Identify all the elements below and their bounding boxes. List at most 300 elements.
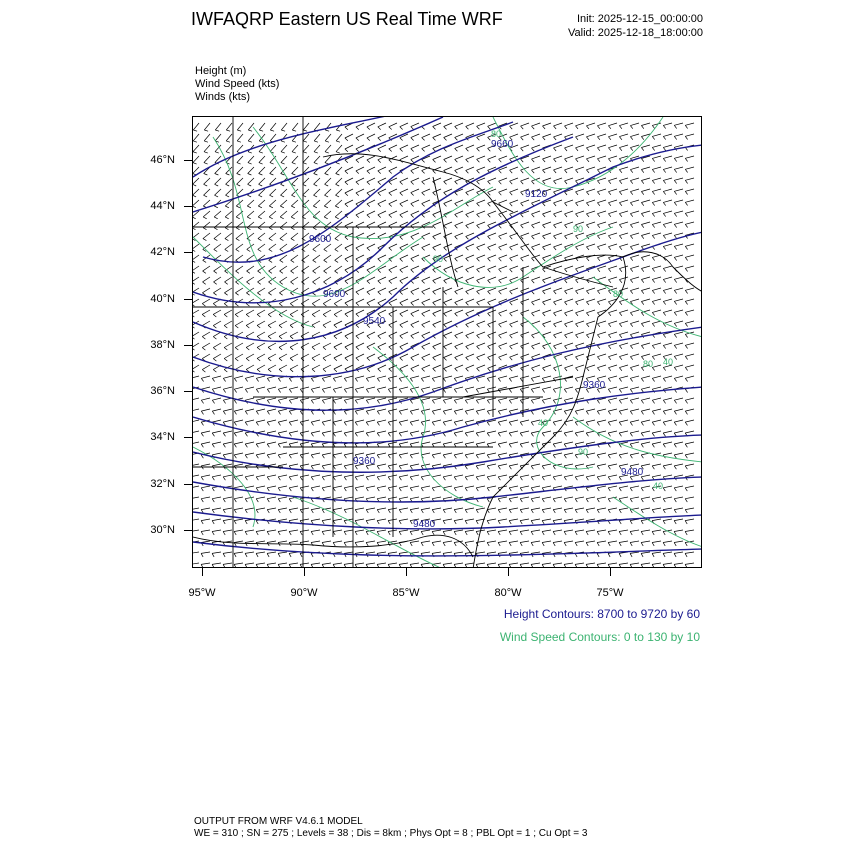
wind-barb bbox=[542, 508, 551, 513]
wind-barb bbox=[257, 354, 265, 361]
wind-barb bbox=[520, 387, 529, 393]
wind-barb bbox=[324, 200, 331, 208]
wind-barb bbox=[213, 321, 221, 328]
wind-barb bbox=[586, 167, 595, 173]
wind-barb bbox=[300, 486, 309, 491]
wind-barb bbox=[542, 497, 551, 502]
wind-barb bbox=[674, 508, 683, 513]
wind-barb bbox=[193, 310, 199, 317]
wind-barb bbox=[212, 552, 221, 557]
wind-barb bbox=[256, 420, 265, 425]
wind-barb bbox=[334, 310, 342, 317]
wind-barb bbox=[597, 563, 606, 568]
wind-barb bbox=[356, 332, 364, 339]
wind-barb bbox=[630, 343, 639, 349]
wind-barb bbox=[237, 156, 243, 164]
wind-barb bbox=[201, 431, 210, 436]
wind-barb bbox=[542, 563, 551, 568]
wind-barb bbox=[509, 541, 518, 546]
wind-barb bbox=[225, 233, 232, 241]
wind-barb bbox=[531, 563, 540, 568]
wind-barb bbox=[267, 409, 276, 414]
wind-barb bbox=[619, 277, 628, 283]
wind-barb bbox=[652, 156, 661, 162]
wind-barb bbox=[377, 431, 386, 436]
wind-barb bbox=[291, 277, 299, 284]
wind-barb bbox=[652, 266, 661, 272]
wind-barb bbox=[565, 365, 574, 371]
wind-barb bbox=[366, 376, 375, 382]
wind-barb bbox=[619, 486, 628, 491]
wind-barb bbox=[619, 266, 628, 272]
wind-barb bbox=[223, 563, 232, 568]
wind-barb bbox=[256, 508, 265, 513]
wind-barb bbox=[333, 563, 342, 568]
wind-barb bbox=[259, 134, 265, 142]
speed-contour-label: 90 bbox=[578, 447, 589, 457]
wind-barb bbox=[311, 420, 320, 425]
wind-barb bbox=[521, 332, 529, 338]
wind-barb bbox=[247, 200, 254, 208]
wind-barb bbox=[378, 211, 386, 218]
wind-barb bbox=[597, 244, 606, 250]
wind-barb bbox=[345, 266, 353, 273]
wind-barb bbox=[410, 442, 419, 447]
wind-barb bbox=[281, 189, 288, 197]
wind-barb bbox=[325, 134, 331, 142]
wind-barb bbox=[422, 332, 430, 338]
wind-barb bbox=[366, 420, 375, 425]
wind-barb bbox=[454, 453, 463, 458]
wind-barb bbox=[586, 156, 595, 162]
wind-barb bbox=[641, 409, 650, 414]
wind-barb bbox=[444, 222, 452, 228]
wind-barb bbox=[597, 332, 606, 338]
wind-barb bbox=[477, 277, 485, 283]
wind-barb bbox=[400, 354, 408, 361]
wind-barb bbox=[520, 530, 529, 535]
wind-barb bbox=[553, 497, 562, 502]
wind-barb bbox=[531, 541, 540, 546]
wind-barb bbox=[270, 123, 276, 131]
wind-barb bbox=[193, 200, 199, 208]
wind-barb bbox=[630, 387, 639, 393]
wind-barb bbox=[454, 486, 463, 491]
wind-barb bbox=[532, 222, 541, 228]
wind-barb bbox=[201, 497, 210, 502]
speed-contour-label: 40 bbox=[663, 357, 674, 367]
wind-barb bbox=[193, 376, 199, 382]
wind-barb bbox=[290, 354, 298, 361]
wind-barb bbox=[542, 431, 551, 436]
wind-barb bbox=[476, 563, 485, 568]
valid-time: Valid: 2025-12-18_18:00:00 bbox=[568, 27, 703, 39]
wind-barb bbox=[554, 211, 563, 217]
wind-barb bbox=[344, 475, 353, 480]
wind-barb bbox=[543, 277, 552, 283]
wind-barb bbox=[289, 563, 298, 568]
wind-barb bbox=[268, 288, 276, 295]
wind-barb bbox=[267, 497, 276, 502]
wind-barb bbox=[399, 486, 408, 491]
wind-barb bbox=[487, 453, 496, 458]
wind-barb bbox=[322, 453, 331, 458]
wind-barb bbox=[465, 508, 474, 513]
wind-barb bbox=[466, 343, 474, 349]
wind-barb bbox=[301, 299, 309, 306]
wind-barb bbox=[410, 409, 419, 414]
wind-barb bbox=[521, 321, 529, 327]
wind-barb bbox=[312, 310, 320, 317]
wind-barb bbox=[477, 244, 485, 250]
wind-barb bbox=[685, 409, 694, 414]
wind-barb bbox=[466, 299, 474, 305]
lat-label-38: 38°N bbox=[150, 339, 175, 351]
wind-barb bbox=[356, 288, 364, 295]
wind-barb bbox=[433, 134, 441, 140]
wind-barb bbox=[685, 497, 694, 502]
wind-barb bbox=[214, 211, 221, 219]
wind-barb bbox=[630, 189, 639, 195]
wind-barb bbox=[411, 255, 419, 262]
wind-barb bbox=[432, 486, 441, 491]
wind-barb bbox=[466, 145, 474, 151]
wind-barb bbox=[203, 211, 210, 219]
wind-barb bbox=[652, 530, 661, 535]
wind-barb bbox=[245, 442, 254, 447]
wind-barb bbox=[258, 211, 265, 219]
wind-barb bbox=[652, 442, 661, 447]
wind-barb bbox=[300, 508, 309, 513]
wind-barb bbox=[247, 211, 254, 219]
wind-barb bbox=[532, 365, 541, 371]
wind-barb bbox=[193, 497, 199, 502]
wind-barb bbox=[400, 211, 408, 218]
wind-barb bbox=[455, 211, 463, 217]
wind-barb bbox=[201, 376, 210, 382]
wind-barb bbox=[565, 343, 574, 349]
wind-barb bbox=[223, 387, 232, 393]
wind-barb bbox=[257, 321, 265, 328]
wind-barb bbox=[619, 354, 628, 360]
wind-barb bbox=[278, 453, 287, 458]
wind-barb bbox=[433, 222, 441, 228]
wind-barb bbox=[466, 222, 474, 228]
wind-barb bbox=[499, 156, 507, 162]
wind-barb bbox=[630, 299, 639, 305]
wind-barb bbox=[576, 189, 585, 195]
wind-barb bbox=[336, 167, 342, 175]
wind-barb bbox=[355, 431, 364, 436]
wind-barb bbox=[345, 222, 353, 229]
wind-barb bbox=[367, 211, 375, 218]
wind-barb bbox=[367, 189, 375, 196]
wind-barb bbox=[411, 365, 419, 372]
wind-barb bbox=[344, 530, 353, 535]
wind-barb bbox=[554, 299, 563, 305]
wind-barb bbox=[292, 123, 298, 131]
wind-barb bbox=[641, 563, 650, 568]
wind-barb bbox=[455, 134, 463, 140]
wind-barb bbox=[421, 387, 430, 393]
wind-barb bbox=[257, 332, 265, 339]
wind-barb bbox=[619, 211, 628, 217]
wind-barb bbox=[685, 354, 694, 360]
wind-barb bbox=[411, 167, 419, 174]
wind-barb bbox=[476, 387, 485, 393]
wind-barb bbox=[345, 277, 353, 284]
wind-barb bbox=[597, 266, 606, 272]
wind-barb bbox=[454, 508, 463, 513]
wind-barb bbox=[377, 398, 386, 403]
wind-barb bbox=[520, 563, 529, 568]
wind-barb bbox=[663, 497, 672, 502]
wind-barb bbox=[314, 134, 320, 142]
wind-barb bbox=[619, 497, 628, 502]
wind-barb bbox=[333, 541, 342, 546]
wind-barb bbox=[225, 222, 232, 230]
wind-barb bbox=[487, 431, 496, 436]
wind-barb bbox=[630, 134, 639, 140]
wind-barb bbox=[641, 200, 650, 206]
wind-barb bbox=[289, 552, 298, 557]
wind-barb bbox=[258, 200, 265, 208]
wind-barb bbox=[498, 409, 507, 414]
wind-barb bbox=[509, 442, 518, 447]
wind-barb bbox=[663, 178, 672, 184]
wind-barb bbox=[411, 189, 419, 196]
wind-barb bbox=[454, 530, 463, 535]
wind-barb bbox=[301, 332, 309, 339]
wind-barb bbox=[334, 365, 342, 372]
speed-contour-label: 40 bbox=[538, 418, 549, 428]
wind-barb bbox=[237, 178, 243, 186]
wind-barb bbox=[311, 442, 320, 447]
wind-barb bbox=[212, 563, 221, 568]
wind-barb bbox=[336, 134, 342, 142]
wind-barb bbox=[685, 211, 694, 217]
wind-barb bbox=[674, 398, 683, 403]
wind-barb bbox=[234, 508, 243, 513]
wind-barb bbox=[256, 376, 265, 382]
wind-barb bbox=[521, 266, 529, 272]
wind-barb bbox=[443, 409, 452, 414]
wind-barb bbox=[674, 134, 683, 140]
wind-barb bbox=[204, 123, 210, 131]
wind-barb bbox=[334, 354, 342, 361]
wind-barb bbox=[674, 365, 683, 371]
wind-barb bbox=[433, 244, 441, 250]
wind-barb bbox=[509, 376, 518, 382]
wind-barb bbox=[245, 453, 254, 458]
wind-barb bbox=[193, 343, 199, 350]
wind-barb bbox=[652, 189, 661, 195]
wind-barb bbox=[641, 442, 650, 447]
wind-barb bbox=[455, 299, 463, 305]
wind-barb bbox=[554, 178, 563, 184]
wind-barb bbox=[278, 387, 287, 393]
wind-barb bbox=[619, 233, 628, 239]
wind-barb bbox=[322, 420, 331, 425]
wind-barb bbox=[411, 134, 419, 141]
wind-barb bbox=[378, 134, 386, 141]
wind-barb bbox=[652, 255, 661, 261]
wind-barb bbox=[630, 541, 639, 546]
wind-barb bbox=[235, 321, 243, 328]
wind-barb bbox=[543, 365, 552, 371]
wind-barb bbox=[509, 431, 518, 436]
wind-barb bbox=[432, 475, 441, 480]
wind-barb bbox=[356, 156, 364, 163]
wind-barb bbox=[335, 200, 342, 208]
wind-barb bbox=[411, 200, 419, 207]
wind-barb bbox=[193, 299, 199, 306]
wind-barb bbox=[313, 222, 320, 230]
wind-barb bbox=[292, 167, 298, 175]
wind-barb bbox=[674, 376, 683, 382]
wind-barb bbox=[212, 497, 221, 502]
wind-barb bbox=[213, 343, 221, 350]
wind-barb bbox=[268, 343, 276, 350]
wind-barb bbox=[575, 508, 584, 513]
wind-barb bbox=[278, 486, 287, 491]
wind-barb bbox=[641, 145, 650, 151]
wind-barb bbox=[193, 398, 199, 403]
wind-barb bbox=[619, 167, 628, 173]
wind-barb bbox=[454, 442, 463, 447]
wind-barb bbox=[652, 211, 661, 217]
wind-barb bbox=[432, 563, 441, 568]
wind-barb bbox=[422, 244, 430, 250]
wind-barb bbox=[202, 299, 210, 306]
wind-barb bbox=[193, 244, 199, 252]
wind-barb bbox=[575, 530, 584, 535]
wind-barb bbox=[652, 134, 661, 140]
wind-barb bbox=[303, 123, 309, 131]
wind-barb bbox=[290, 343, 298, 350]
wind-barb bbox=[367, 299, 375, 306]
wind-barb bbox=[193, 552, 199, 557]
wind-barb bbox=[466, 321, 474, 327]
wind-barb bbox=[278, 497, 287, 502]
wind-barb bbox=[278, 442, 287, 447]
wind-barb bbox=[454, 387, 463, 393]
wind-barb bbox=[586, 497, 595, 502]
wind-barb bbox=[344, 486, 353, 491]
wind-barb bbox=[488, 299, 496, 305]
lon-label-90: 90°W bbox=[290, 587, 318, 599]
wind-barb bbox=[444, 299, 452, 305]
wind-barb bbox=[630, 552, 639, 557]
wind-barb bbox=[356, 299, 364, 306]
wind-barb bbox=[465, 519, 474, 524]
wind-barb bbox=[235, 343, 243, 350]
wind-barb bbox=[410, 563, 419, 568]
wind-barb bbox=[685, 420, 694, 425]
wind-barb bbox=[203, 233, 210, 241]
wind-barb bbox=[465, 442, 474, 447]
wind-barb bbox=[454, 519, 463, 524]
wind-barb bbox=[246, 310, 254, 317]
wind-barb bbox=[477, 145, 485, 151]
wind-barb bbox=[663, 288, 672, 294]
wind-barb bbox=[432, 409, 441, 414]
wind-barb bbox=[554, 332, 563, 338]
wind-barb bbox=[269, 200, 276, 208]
wind-barb bbox=[455, 354, 463, 360]
wind-barb bbox=[608, 486, 617, 491]
wind-barb bbox=[313, 200, 320, 208]
wind-barb bbox=[226, 178, 232, 186]
wind-barb bbox=[303, 156, 309, 164]
wind-barb bbox=[685, 343, 694, 349]
wind-barb bbox=[565, 288, 574, 294]
wind-barb bbox=[674, 552, 683, 557]
wind-barb bbox=[289, 409, 298, 414]
wind-barb bbox=[378, 277, 386, 284]
wind-barb bbox=[608, 145, 617, 151]
wind-barb bbox=[344, 453, 353, 458]
wind-barb bbox=[597, 508, 606, 513]
wind-barb bbox=[488, 288, 496, 294]
wind-barb bbox=[586, 244, 595, 250]
wind-barb bbox=[510, 200, 518, 206]
wind-barb bbox=[223, 420, 232, 425]
wind-barb bbox=[378, 189, 386, 196]
wind-barb bbox=[641, 211, 650, 217]
wind-barb bbox=[421, 398, 430, 403]
wind-barb bbox=[520, 475, 529, 480]
wind-barb bbox=[531, 530, 540, 535]
wind-barb bbox=[443, 420, 452, 425]
wind-barb bbox=[367, 354, 375, 361]
wind-barb bbox=[202, 288, 210, 295]
wind-barb bbox=[554, 167, 563, 173]
wind-barb bbox=[477, 321, 485, 327]
wind-barb bbox=[564, 420, 573, 425]
wind-barb bbox=[520, 442, 529, 447]
wind-barb bbox=[619, 530, 628, 535]
wind-barb bbox=[411, 299, 419, 306]
wind-barb bbox=[422, 321, 430, 327]
wind-barb bbox=[565, 332, 574, 338]
wind-barb bbox=[510, 288, 518, 294]
wind-barb bbox=[245, 508, 254, 513]
wind-barb bbox=[378, 365, 386, 372]
wind-barb bbox=[576, 288, 585, 294]
wind-barb bbox=[455, 288, 463, 294]
wind-barb bbox=[652, 409, 661, 414]
wind-barb bbox=[554, 244, 563, 250]
wind-barb bbox=[223, 453, 232, 458]
wind-barb bbox=[466, 365, 474, 371]
wind-barb bbox=[630, 178, 639, 184]
wind-barb bbox=[532, 211, 541, 217]
wind-barb bbox=[586, 310, 595, 316]
wind-barb bbox=[335, 244, 342, 252]
height-contours bbox=[193, 117, 702, 556]
wind-barb bbox=[685, 486, 694, 491]
wind-barb bbox=[270, 156, 276, 164]
wind-barb bbox=[268, 365, 276, 372]
wind-barb bbox=[532, 343, 541, 349]
wind-barb bbox=[630, 310, 639, 316]
wind-barb bbox=[531, 376, 540, 382]
wind-barb bbox=[455, 156, 463, 162]
wind-barb bbox=[223, 519, 232, 524]
wind-barb bbox=[685, 563, 694, 568]
wind-barb bbox=[554, 233, 563, 239]
